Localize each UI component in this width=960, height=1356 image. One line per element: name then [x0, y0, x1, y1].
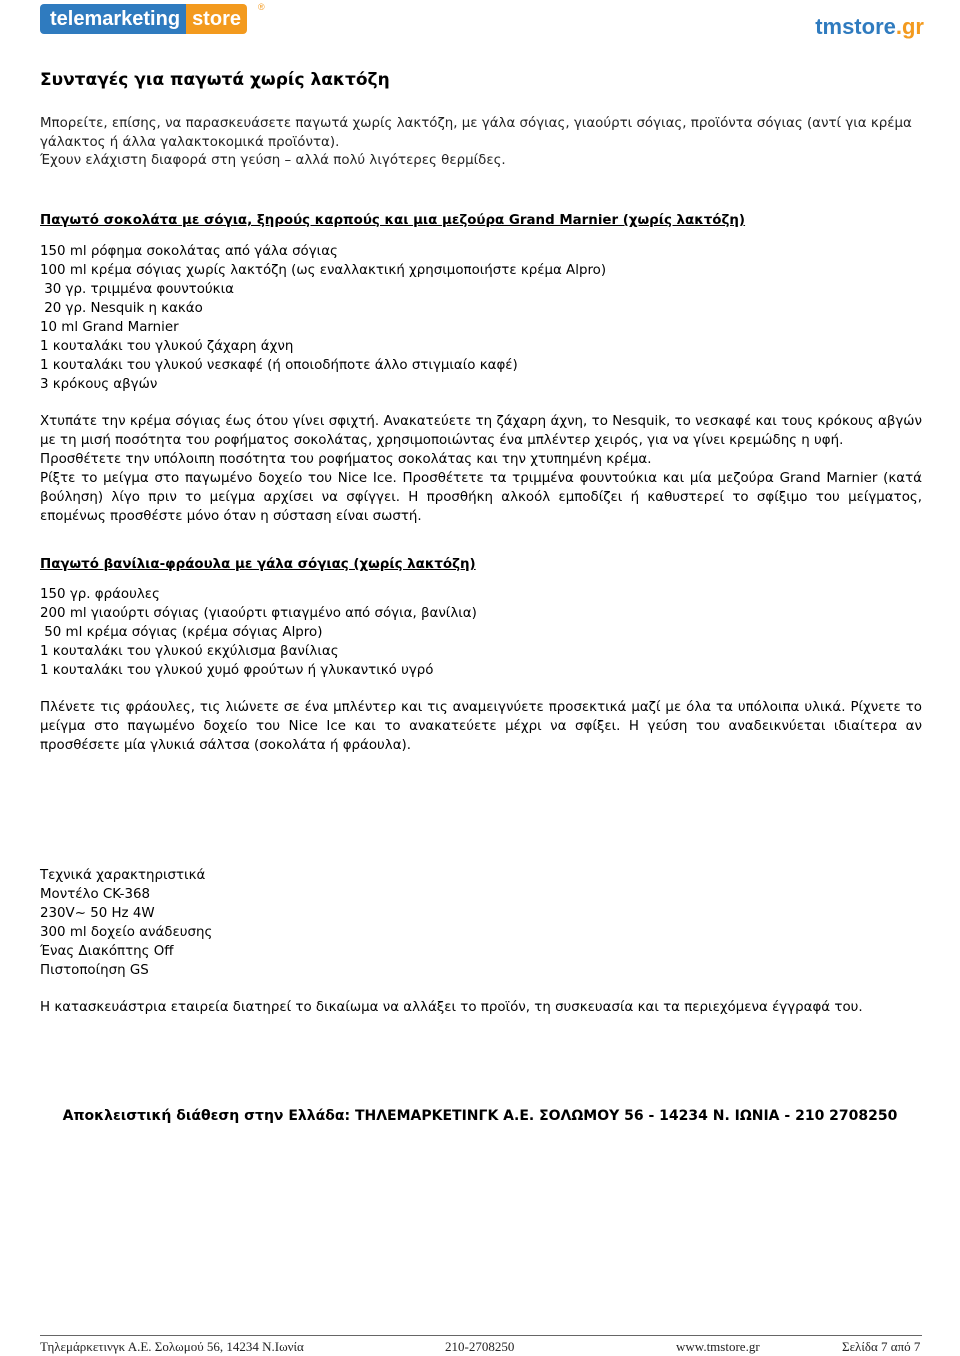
ingredient-item: 150 ml ρόφημα σοκολάτας από γάλα σόγιας	[40, 244, 338, 259]
recipe1-instructions	[40, 412, 922, 526]
ingredient-item: 1 κουταλάκι του γλυκού νεσκαφέ (ή οποιοδήποτε άλλο στιγμιαίο καφέ)	[40, 358, 518, 373]
ingredient-item: 30 γρ. τριμμένα φουντούκια	[40, 282, 234, 297]
footer-website[interactable]: www.tmstore.gr	[676, 1339, 760, 1354]
footer-page-number: Σελίδα 7 από 7	[842, 1339, 921, 1354]
page-footer	[40, 1335, 922, 1352]
ingredient-item: 200 ml γιαούρτι σόγιας (γιαούρτι φτιαγμένο από σόγια, βανίλια)	[40, 606, 477, 621]
intro-line: Μπορείτε, επίσης, να παρασκευάσετε παγωτά χωρίς λακτόζη, με γάλα σόγιας, γιαούρτι σόγιας, προϊόντα σόγιας (αντί για κρέμα	[40, 116, 912, 131]
page-header	[0, 0, 960, 50]
recipe2-ingredients	[40, 585, 922, 680]
telemarketing-store-logo	[40, 4, 247, 34]
ingredient-item: 1 κουταλάκι του γλυκού ζάχαρη άχνη	[40, 339, 294, 354]
spec-item: 300 ml δοχείο ανάδευσης	[40, 925, 213, 940]
exclusive-distribution-note: Αποκλειστική διάθεση στην Ελλάδα: ΤΗΛΕΜΑΡΚΕΤΙΝΓΚ Α.Ε. ΣΟΛΩΜΟΥ 56 - 14234 Ν. ΙΩΝΙΑ - 210 2708250	[62, 1108, 898, 1124]
recipe2-heading: Παγωτό βανίλια-φράουλα με γάλα σόγιας (χωρίς λακτόζη)	[40, 557, 476, 572]
ingredient-item: 20 γρ. Nesquik η κακάο	[40, 301, 203, 316]
logo-text-gr: .gr	[895, 14, 924, 39]
ingredient-item: 100 ml κρέμα σόγιας χωρίς λακτόζη (ως εναλλακτική χρησιμοποιήστε κρέμα Alpro)	[40, 263, 607, 278]
ingredient-item: 1 κουταλάκι του γλυκού χυμό φρούτων ή γλυκαντικό υγρό	[40, 663, 434, 678]
footer-company: Τηλεμάρκετινγκ Α.Ε. Σολωμού 56, 14234 Ν.Ιωνία	[40, 1339, 304, 1354]
ingredient-item: 50 ml κρέμα σόγιας (κρέμα σόγιας Alpro)	[40, 625, 323, 640]
tmstore-logo	[815, 14, 924, 40]
ingredient-item: 10 ml Grand Marnier	[40, 320, 179, 335]
spec-item: Ένας Διακόπτης Off	[40, 944, 174, 959]
logo-text-store: store	[186, 4, 247, 34]
ingredient-item: 3 κρόκους αβγών	[40, 377, 158, 392]
ingredient-item: 150 γρ. φράουλες	[40, 587, 160, 602]
intro-line: Έχουν ελάχιστη διαφορά στη γεύση – αλλά πολύ λιγότερες θερμίδες.	[40, 153, 506, 168]
instruction-paragraph: Ρίξτε το μείγμα στο παγωμένο δοχείο του Nice Ice. Προσθέτετε τα τριμμένα φουντούκια και μία μεζούρα Grand Marnier (κατά βούληση) λίγο πριν το μείγμα αρχίσει να σφίγγει. Η προσθήκη αλκοόλ εμποδίζει ή καθυστερεί το σφίξιμο του μείγματος, επομένως προσθέστε μόνο όταν η σύσταση είναι σωστή.	[40, 471, 922, 524]
page-title: Συνταγές για παγωτά χωρίς λακτόζη	[40, 70, 390, 90]
recipe1-heading: Παγωτό σοκολάτα με σόγια, ξηρούς καρπούς και μια μεζούρα Grand Marnier (χωρίς λακτόζη)	[40, 213, 746, 228]
recipe1-ingredients	[40, 242, 922, 394]
disclaimer-text: Η κατασκευάστρια εταιρεία διατηρεί το δικαίωμα να αλλάξει το προϊόν, τη συσκευασία και τα περιεχόμενα έγγραφά του.	[40, 1000, 863, 1015]
spec-item: Πιστοποίηση GS	[40, 963, 149, 978]
instruction-paragraph: Προσθέτετε την υπόλοιπη ποσότητα του ροφήματος σοκολάτας και την χτυπημένη κρέμα.	[40, 452, 652, 467]
ingredient-item: 1 κουταλάκι του γλυκού εκχύλισμα βανίλιας	[40, 644, 339, 659]
logo-text-telemarketing: telemarketing	[40, 4, 186, 34]
spec-item: 230V~ 50 Hz 4W	[40, 906, 155, 921]
intro-line: γάλακτος ή άλλα γαλακτοκομικά προϊόντα).	[40, 134, 340, 150]
technical-specs	[40, 866, 922, 980]
recipe2-instructions	[40, 698, 922, 755]
logo-text-tmstore: tmstore	[815, 14, 896, 39]
instruction-paragraph: Χτυπάτε την κρέμα σόγιας έως ότου γίνει σφιχτή. Ανακατεύετε τη ζάχαρη άχνη, το Nesquik, το νεσκαφέ και τους κρόκους αβγών με τη μισή ποσότητα του ροφήματος σοκολάτας, χρησιμοποιώντας ένα μπλέντερ χειρός, για να γίνει κρεμώδης η υφή.	[40, 414, 922, 448]
intro-paragraph	[40, 115, 922, 171]
instruction-paragraph: Πλένετε τις φράουλες, τις λιώνετε σε ένα μπλέντερ και τις αναμειγνύετε προσεκτικά μαζί με όλα τα υπόλοιπα υλικά. Ρίχνετε το μείγμα στο παγωμένο δοχείο του Nice Ice και το ανακατεύετε μέχρι να σφίξει. Η γεύση του αναδεικνύεται ιδιαίτερα αν προσθέσετε μία γλυκιά σάλτσα (σοκολάτα ή φράουλα).	[40, 700, 922, 753]
registered-mark: ®	[258, 2, 265, 12]
disclaimer	[40, 998, 922, 1017]
footer-phone: 210-2708250	[445, 1339, 515, 1354]
spec-item: Μοντέλο CK-368	[40, 887, 151, 902]
specs-title: Τεχνικά χαρακτηριστικά	[40, 868, 206, 883]
